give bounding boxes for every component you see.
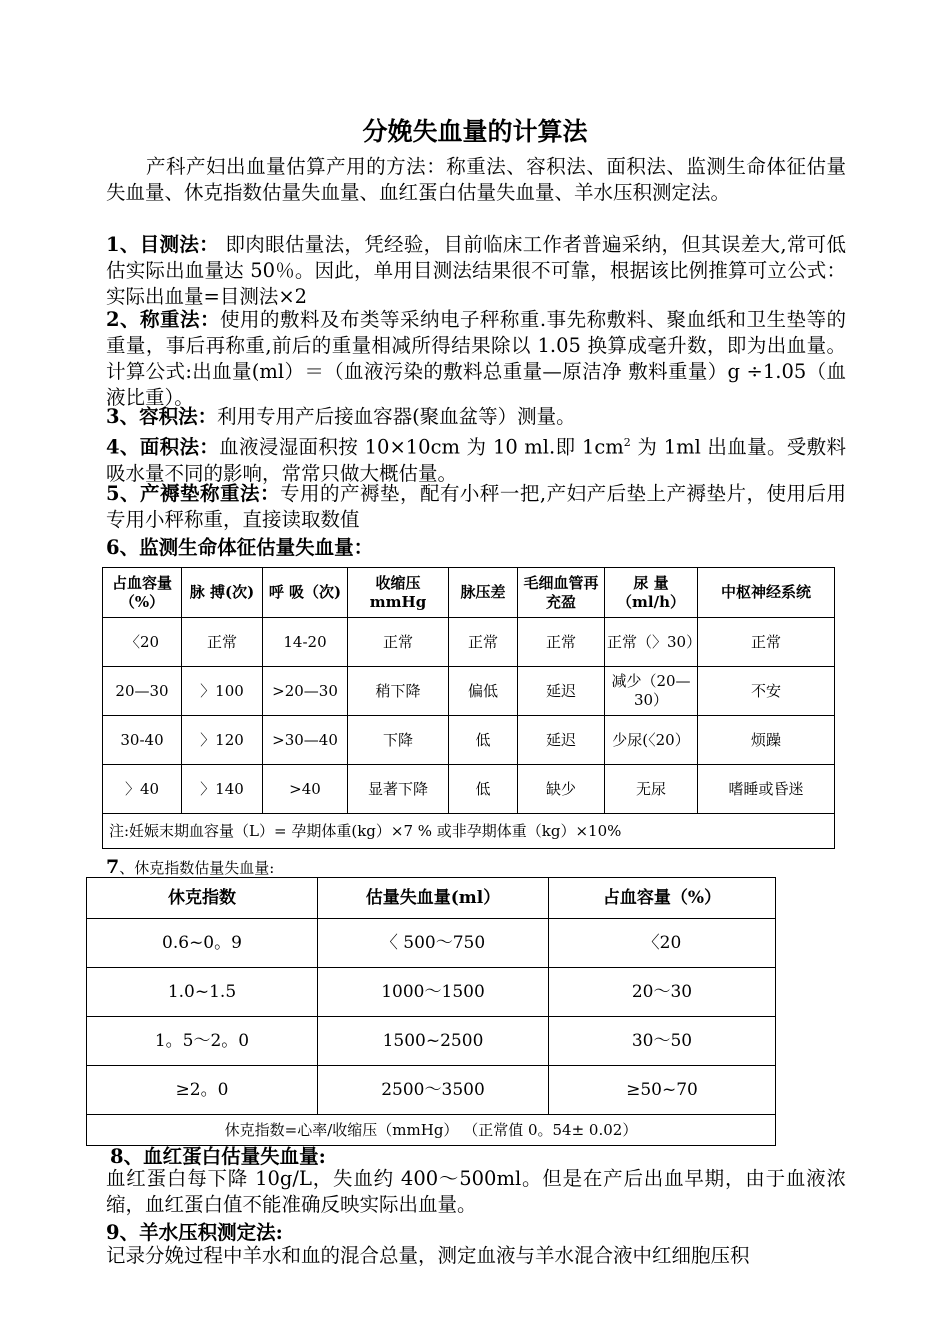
vital-signs-table xyxy=(102,567,835,849)
method-4-text-b: 为 1ml 出血量。受敷料吸水量不同的影响，常常只做大概估量。 xyxy=(106,435,846,485)
method-4-paragraph xyxy=(106,430,846,487)
method-1-label: 1、目测法： xyxy=(106,233,219,256)
table-cell: 30～50 xyxy=(549,1017,776,1066)
method-7-number: 7 xyxy=(106,856,120,878)
table-cell: 正常 xyxy=(518,618,605,667)
table-header-row xyxy=(103,568,835,618)
table-cell: 显著下降 xyxy=(348,765,449,814)
table-note: 休克指数=心率/收缩压（mmHg） （正常值 0。54± 0.02） xyxy=(87,1115,776,1146)
method-5-label: 5、产褥垫称重法： xyxy=(106,482,280,505)
table-cell: >40 xyxy=(263,765,348,814)
table-cell: 〉120 xyxy=(182,716,263,765)
page-title: 分娩失血量的计算法 xyxy=(362,117,588,146)
table-row xyxy=(103,716,835,765)
table-note-row xyxy=(103,814,835,849)
method-8-text: 血红蛋白每下降 10g/L，失血约 400～500ml。但是在产后出血早期，由于血液浓缩，血红蛋白值不能准确反映实际出血量。 xyxy=(106,1167,846,1216)
table-header-cell: 脉 搏(次) xyxy=(182,568,263,618)
table-cell: 1500~2500 xyxy=(318,1017,549,1066)
table-cell: ≥2。0 xyxy=(87,1066,318,1115)
table-cell: 20—30 xyxy=(103,667,182,716)
table-cell: 正常 xyxy=(348,618,449,667)
table-note: 注:妊娠末期血容量（L）= 孕期体重(kg）×7 % 或非孕期体重（kg）×10% xyxy=(103,814,835,849)
table-cell: 〉140 xyxy=(182,765,263,814)
table-cell: >20—30 xyxy=(263,667,348,716)
table-cell: 不安 xyxy=(698,667,835,716)
intro-paragraph: 产科产妇出血量估算产用的方法：称重法、容积法、面积法、监测生命体征估量失血量、休克指数估量失血量、血红蛋白估量失血量、羊水压积测定法。 xyxy=(106,155,846,204)
table-cell: 30-40 xyxy=(103,716,182,765)
table-cell: 〈 500～750 xyxy=(318,919,549,968)
table-cell: 减少（20—30） xyxy=(605,667,698,716)
table-row xyxy=(87,1066,776,1115)
method-1-text: 即肉眼估量法，凭经验，目前临床工作者普遍采纳，但其误差大,常可低估实际出血量达 50％。因此，单用目测法结果很不可靠，根据该比例推算可立公式：实际出血量=目测法×2 xyxy=(106,233,846,308)
shock-index-table xyxy=(86,877,776,1146)
table-cell: 1.0~1.5 xyxy=(87,968,318,1017)
table-cell: 1。5～2。0 xyxy=(87,1017,318,1066)
table-header-cell: 尿 量（ml/h） xyxy=(605,568,698,618)
table-cell: 延迟 xyxy=(518,716,605,765)
method-2-label: 2、称重法： xyxy=(106,308,221,331)
method-9-heading: 9、羊水压积测定法: xyxy=(106,1221,283,1244)
table-header-cell: 占血容量（%） xyxy=(103,568,182,618)
method-2-paragraph xyxy=(106,307,846,411)
table-cell: 低 xyxy=(449,716,518,765)
table-cell: 正常 xyxy=(698,618,835,667)
table-row xyxy=(87,968,776,1017)
table-cell: 1000～1500 xyxy=(318,968,549,1017)
table-header-cell: 呼 吸（次) xyxy=(263,568,348,618)
method-3-label: 3、容积法： xyxy=(106,405,218,428)
table-cell: 2500～3500 xyxy=(318,1066,549,1115)
method-2-text: 使用的敷料及布类等采纳电子秤称重.事先称敷料、聚血纸和卫生垫等的重量，事后再称重,前后的重量相减所得结果除以 1.05 换算成毫升数，即为出血量。计算公式:出血量(ml）＝（血液污染的敷料总重量—原洁净 敷料重量）g ÷1.05（血液比重）。 xyxy=(106,308,846,409)
table-cell: 少尿(〈20） xyxy=(605,716,698,765)
table-header-cell: 收缩压mmHg xyxy=(348,568,449,618)
table-cell: 正常 xyxy=(449,618,518,667)
method-3-text: 利用专用产后接血容器(聚血盆等）测量。 xyxy=(217,405,576,428)
table-row xyxy=(103,667,835,716)
method-9-text: 记录分娩过程中羊水和血的混合总量，测定血液与羊水混合液中红细胞压积 xyxy=(106,1244,750,1267)
table-cell: 缺少 xyxy=(518,765,605,814)
table-cell: 烦躁 xyxy=(698,716,835,765)
table-cell: 〈20 xyxy=(103,618,182,667)
table-cell: 〉40 xyxy=(103,765,182,814)
table-header-cell: 毛细血管再充盈 xyxy=(518,568,605,618)
table-header-cell: 休克指数 xyxy=(87,878,318,919)
table-header-row xyxy=(87,878,776,919)
table-cell: 嗜睡或昏迷 xyxy=(698,765,835,814)
table-cell: 延迟 xyxy=(518,667,605,716)
method-4-label: 4、面积法： xyxy=(106,435,220,459)
table-cell: 偏低 xyxy=(449,667,518,716)
table-header-cell: 占血容量（%） xyxy=(549,878,776,919)
method-5-paragraph xyxy=(106,481,846,533)
method-1-paragraph xyxy=(106,232,846,310)
table-cell: 〉100 xyxy=(182,667,263,716)
table-cell: 20～30 xyxy=(549,968,776,1017)
table-cell: 无尿 xyxy=(605,765,698,814)
table-header-cell: 中枢神经系统 xyxy=(698,568,835,618)
method-3-paragraph xyxy=(106,404,846,430)
table-row xyxy=(103,765,835,814)
method-4-text-a: 血液浸湿面积按 10×10cm 为 10 ml.即 1cm xyxy=(219,435,624,459)
table-cell: 下降 xyxy=(348,716,449,765)
table-cell: 低 xyxy=(449,765,518,814)
table-row xyxy=(87,919,776,968)
method-7-heading xyxy=(106,856,274,878)
table-header-cell: 估量失血量(ml） xyxy=(318,878,549,919)
table-cell: 14-20 xyxy=(263,618,348,667)
table-cell: 稍下降 xyxy=(348,667,449,716)
table-cell: 正常（〉30） xyxy=(605,618,698,667)
table-cell: 正常 xyxy=(182,618,263,667)
table-row xyxy=(103,618,835,667)
method-8-heading: 8、血红蛋白估量失血量: xyxy=(110,1145,326,1168)
table-cell: >30—40 xyxy=(263,716,348,765)
table-header-cell: 脉压差 xyxy=(449,568,518,618)
method-6-heading: 6、监测生命体征估量失血量： xyxy=(106,536,374,559)
table-cell: ≥50~70 xyxy=(549,1066,776,1115)
table-row xyxy=(87,1017,776,1066)
table-cell: 0.6~0。9 xyxy=(87,919,318,968)
method-5-text: 专用的产褥垫，配有小秤一把,产妇产后垫上产褥垫片，使用后用专用小秤称重，直接读取数值 xyxy=(106,482,846,531)
method-7-label: 、休克指数估量失血量: xyxy=(119,859,275,877)
table-cell: 〈20 xyxy=(549,919,776,968)
method-4-superscript: 2 xyxy=(623,436,631,449)
